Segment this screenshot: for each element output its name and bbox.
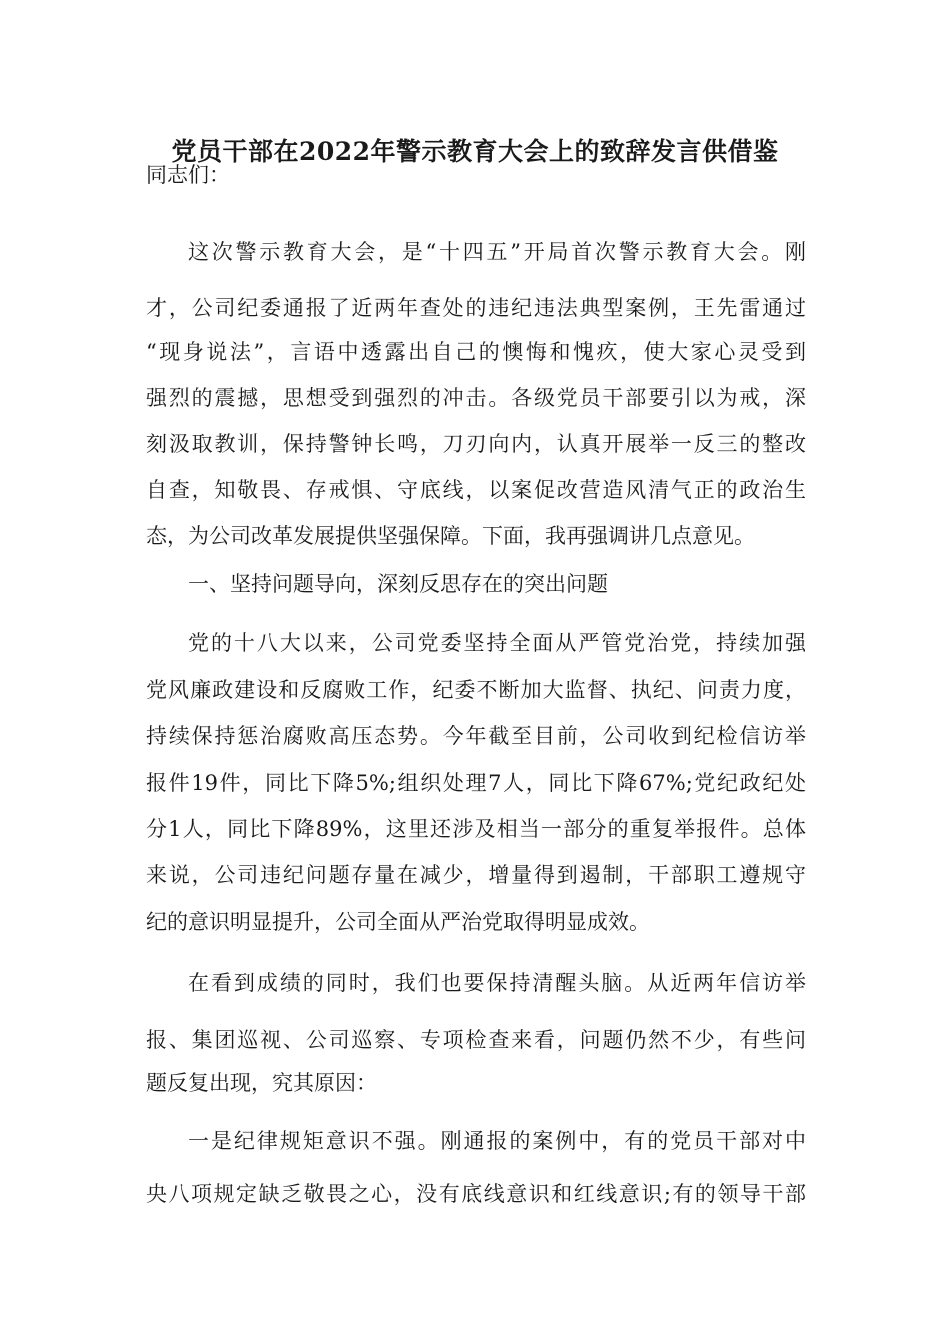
paragraph-line: 题反复出现，究其原因：	[146, 1071, 377, 1095]
paragraph-line: 央八项规定缺乏敬畏之心，没有底线意识和红线意识;有的领导干部	[146, 1182, 806, 1206]
paragraph-line: 自查，知敬畏、存戒惧、守底线，以案促改营造风清气正的政治生	[146, 478, 806, 502]
paragraph-line: 这次警示教育大会，是“十四五”开局首次警示教育大会。刚	[188, 240, 806, 264]
salutation: 同志们：	[146, 163, 230, 187]
paragraph-line: 强烈的震撼，思想受到强烈的冲击。各级党员干部要引以为戒，深	[146, 386, 806, 410]
paragraph-line: 纪的意识明显提升，公司全面从严治党取得明显成效。	[146, 910, 650, 934]
paragraph-line: 才，公司纪委通报了近两年查处的违纪违法典型案例，王先雷通过	[146, 296, 806, 320]
paragraph-line: 态，为公司改革发展提供坚强保障。下面，我再强调讲几点意见。	[146, 524, 755, 548]
paragraph-line: 刻汲取教训，保持警钟长鸣，刀刃向内，认真开展举一反三的整改	[146, 432, 806, 456]
paragraph-line: 报、集团巡视、公司巡察、专项检查来看，问题仍然不少，有些问	[146, 1028, 806, 1052]
paragraph-line: 分1人，同比下降89%，这里还涉及相当一部分的重复举报件。总体	[146, 817, 806, 841]
paragraph-line: 持续保持惩治腐败高压态势。今年截至目前，公司收到纪检信访举	[146, 724, 806, 748]
paragraph-line: 一是纪律规矩意识不强。刚通报的案例中，有的党员干部对中	[188, 1129, 806, 1153]
paragraph-line: 在看到成绩的同时，我们也要保持清醒头脑。从近两年信访举	[188, 971, 806, 995]
document-title: 党员干部在2022年警示教育大会上的致辞发言供借鉴	[171, 137, 779, 166]
paragraph-line: 报件19件，同比下降5%;组织处理7人，同比下降67%;党纪政纪处	[146, 771, 806, 795]
paragraph-line: 党风廉政建设和反腐败工作，纪委不断加大监督、执纪、问责力度，	[146, 678, 806, 702]
paragraph-line: 来说，公司违纪问题存量在减少，增量得到遏制，干部职工遵规守	[146, 863, 806, 887]
section-heading: 一、坚持问题导向，深刻反思存在的突出问题	[188, 572, 608, 596]
paragraph-line: 党的十八大以来，公司党委坚持全面从严管党治党，持续加强	[188, 631, 806, 655]
paragraph-line: “现身说法”，言语中透露出自己的懊悔和愧疚，使大家心灵受到	[146, 340, 806, 364]
